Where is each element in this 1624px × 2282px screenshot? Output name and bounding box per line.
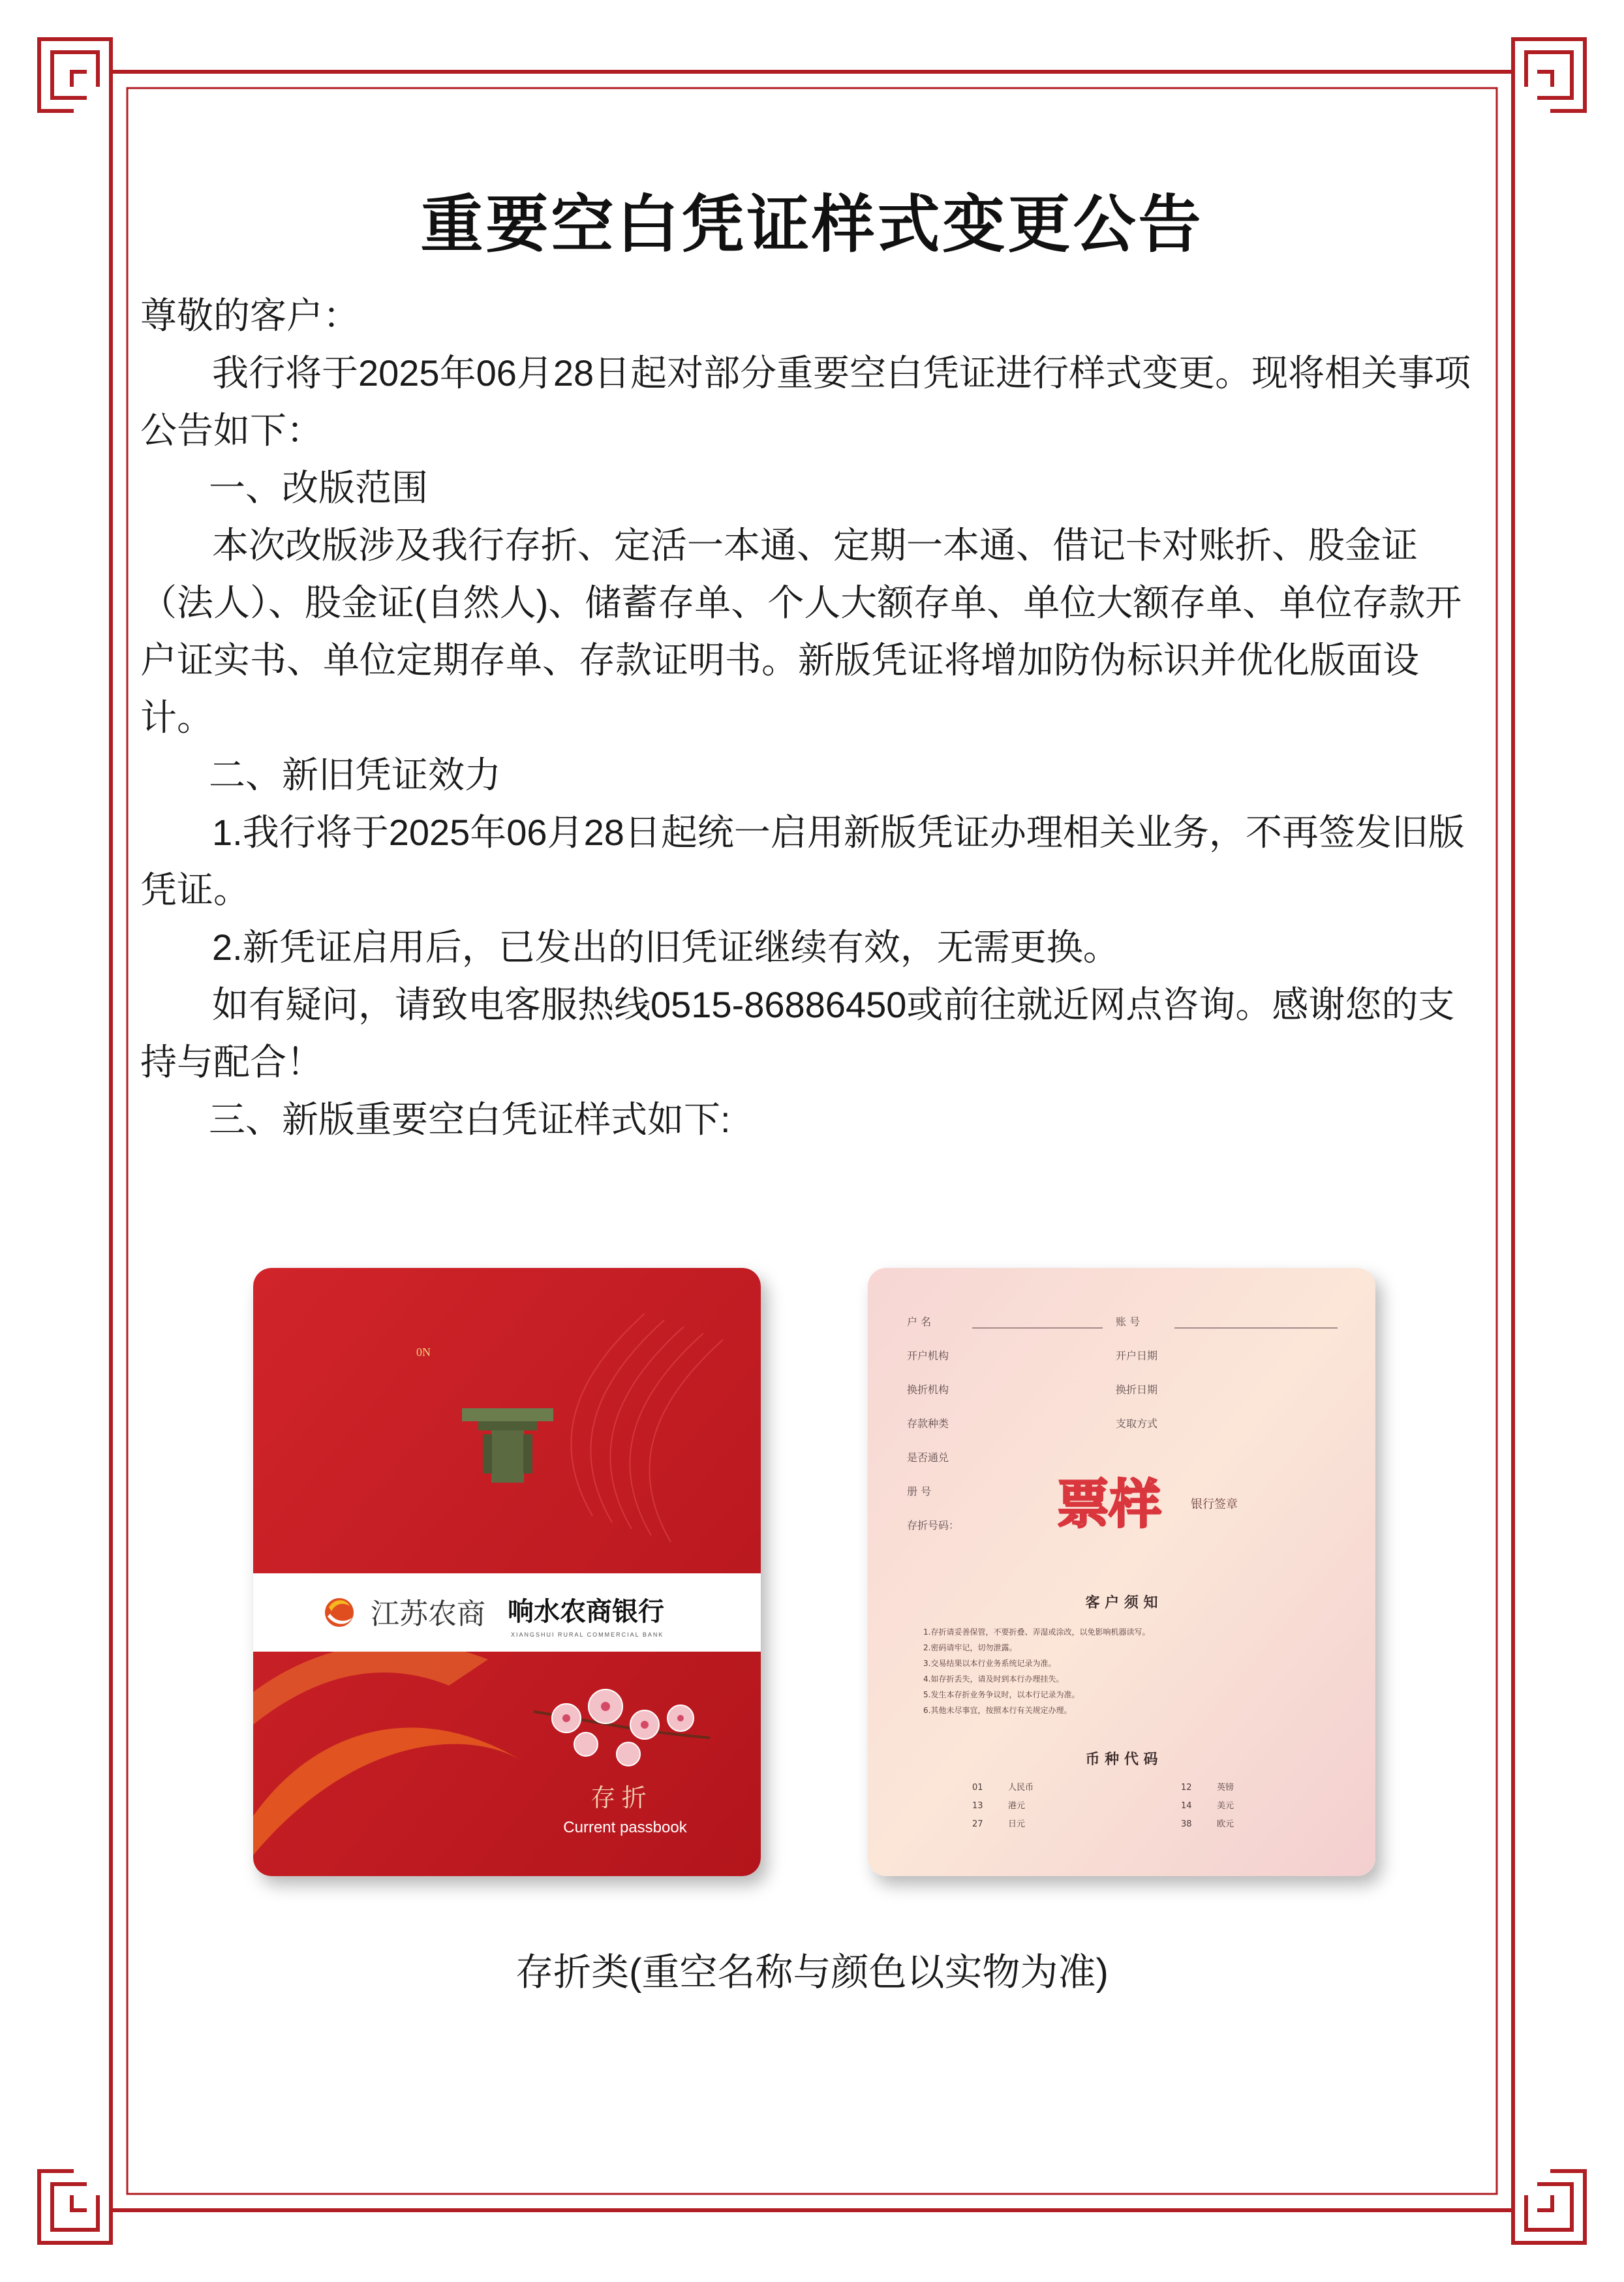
- section-heading-scope: 一、改版范围: [209, 467, 428, 508]
- passbook-inner-image: [868, 1268, 1375, 1876]
- currency-code: 27: [972, 1819, 983, 1829]
- notice-body: [140, 287, 1484, 1149]
- currency-code: 12: [1181, 1783, 1192, 1793]
- notice-item: 4.如存折丢失，请及时到本行办理挂失。: [923, 1674, 1064, 1684]
- sample-stamp: 票样: [1057, 1473, 1161, 1535]
- notice-item: 5.发生本存折业务争议时，以本行记录为准。: [923, 1690, 1080, 1699]
- contact-paragraph: 如有疑问，请致电客服热线0515-86886450或前往就近网点咨询。感谢您的支持与配合！: [140, 984, 1455, 1083]
- intro-paragraph: 我行将于2025年06月28日起对部分重要空白凭证进行样式变更。现将相关事项公告如下：: [140, 352, 1471, 451]
- currency-code: 01: [972, 1783, 983, 1793]
- stamp-note: 银行签章: [1191, 1498, 1238, 1511]
- doc-type-label: 存 折: [590, 1785, 647, 1812]
- field-exchange: 是否通兑: [907, 1451, 949, 1464]
- bank-name-en: XIANGSHUI RURAL COMMERCIAL BANK: [511, 1631, 664, 1638]
- notice-title: 重要空白凭证样式变更公告: [420, 190, 1204, 260]
- passbook-cover-image: [253, 1268, 761, 1876]
- field-account-no: 账 号: [1116, 1316, 1141, 1328]
- validity-item-2: 2.新凭证启用后，已发出的旧凭证继续有效，无需更换。: [212, 927, 1120, 968]
- notice-heading: 客 户 须 知: [1085, 1594, 1158, 1611]
- field-change-branch: 换折机构: [907, 1383, 949, 1396]
- salutation: 尊敬的客户：: [140, 295, 360, 336]
- field-open-branch: 开户机构: [907, 1349, 949, 1362]
- currency-name: 人民币: [1008, 1783, 1034, 1793]
- currency-heading: 币 种 代 码: [1085, 1751, 1158, 1768]
- field-volume-no: 册 号: [907, 1485, 932, 1498]
- currency-name: 港元: [1008, 1801, 1026, 1811]
- field-deposit-type: 存款种类: [907, 1417, 949, 1430]
- doc-type-en: Current passbook: [563, 1819, 687, 1836]
- field-withdraw-method: 支取方式: [1116, 1417, 1158, 1430]
- currency-name: 日元: [1008, 1819, 1026, 1829]
- currency-code: 14: [1181, 1801, 1192, 1811]
- image-caption: 存折类(重空名称与颜色以实物为准): [515, 1951, 1109, 1994]
- field-passbook-no: 存折号码：: [907, 1519, 960, 1532]
- brand-cn: 江苏农商: [371, 1598, 485, 1630]
- notice-item: 1.存折请妥善保管，不要折叠、弄湿或涂改，以免影响机器读写。: [923, 1627, 1150, 1637]
- currency-name: 欧元: [1217, 1819, 1234, 1829]
- notice-item: 3.交易结果以本行业务系统记录为准。: [923, 1659, 1056, 1668]
- currency-name: 美元: [1217, 1801, 1234, 1811]
- bank-logo-icon: [325, 1598, 354, 1627]
- currency-code: 13: [972, 1801, 983, 1811]
- scope-paragraph: 本次改版涉及我行存折、定活一本通、定期一本通、借记卡对账折、股金证（法人）、股金证(自然人)、储蓄存单、个人大额存单、单位大额存单、单位存款开户证实书、单位定期存单、存款证明书。新版凭证将增加防伪标识并优化版面设计。: [140, 525, 1462, 738]
- svg-text:0N: 0N: [416, 1346, 431, 1359]
- notice-item: 2.密码请牢记，切勿泄露。: [923, 1643, 1017, 1652]
- field-open-date: 开户日期: [1116, 1349, 1158, 1362]
- notice-item: 6.其他未尽事宜，按照本行有关规定办理。: [923, 1706, 1072, 1715]
- bank-name: 响水农商银行: [508, 1597, 664, 1626]
- section-heading-validity: 二、新旧凭证效力: [209, 754, 501, 795]
- currency-code: 38: [1181, 1819, 1192, 1829]
- field-change-date: 换折日期: [1116, 1383, 1158, 1396]
- field-account-name: 户 名: [907, 1316, 932, 1328]
- section-heading-samples: 三、新版重要空白凭证样式如下:: [209, 1099, 731, 1140]
- currency-name: 英镑: [1217, 1783, 1234, 1793]
- validity-item-1: 1.我行将于2025年06月28日起统一启用新版凭证办理相关业务，不再签发旧版凭证。: [140, 812, 1465, 910]
